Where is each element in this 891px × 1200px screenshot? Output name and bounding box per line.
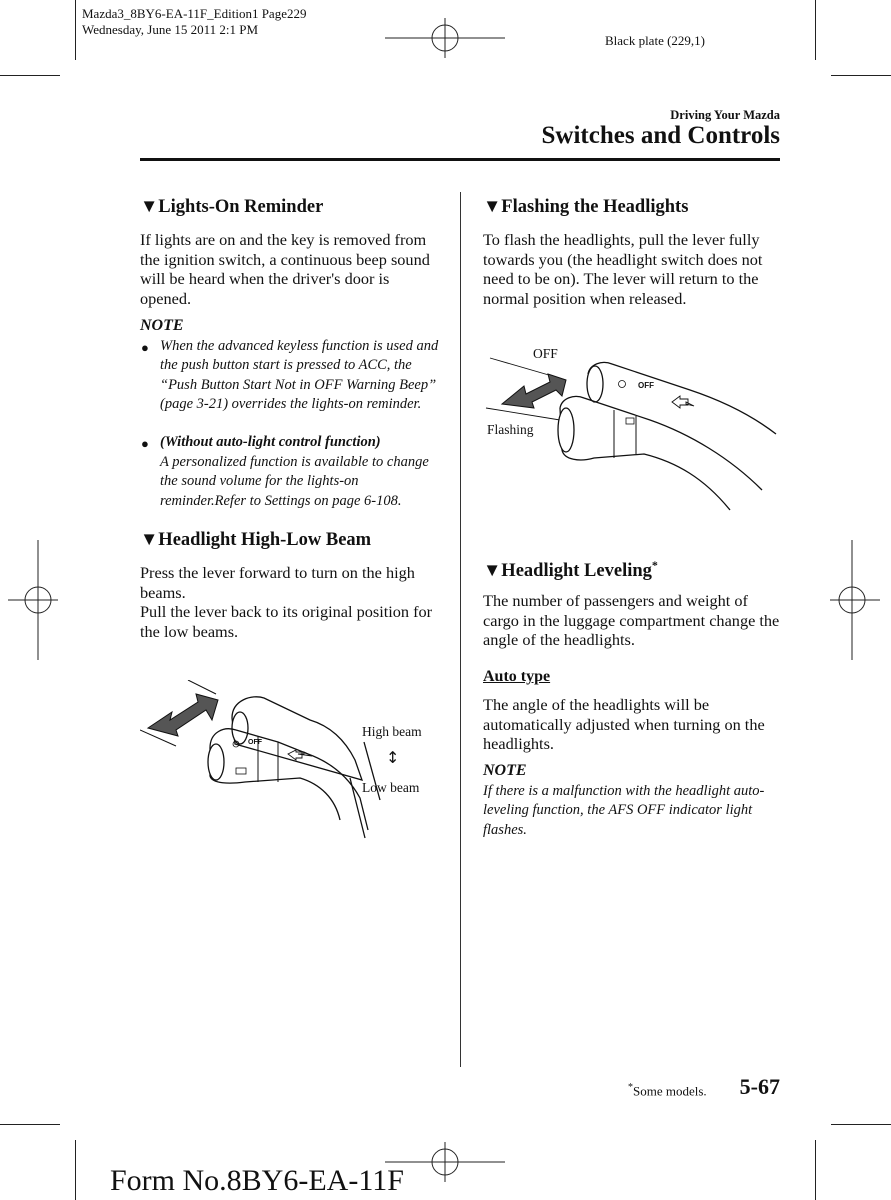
crop-mark bbox=[75, 0, 76, 60]
page-number: 5-67 bbox=[739, 1074, 780, 1099]
headlight-icon bbox=[236, 768, 246, 774]
registration-mark bbox=[385, 18, 505, 58]
crop-mark bbox=[0, 1124, 60, 1125]
pull-arrow-icon bbox=[502, 374, 566, 408]
auto-type-subheading: Auto type bbox=[483, 668, 551, 685]
crop-mark bbox=[0, 75, 60, 76]
headlight-icon bbox=[626, 418, 634, 424]
note-text: If there is a malfunction with the headlight auto-leveling function, the AFS OFF indicator light flashes. bbox=[483, 783, 765, 838]
light-icon bbox=[619, 381, 626, 388]
print-header-plate: Black plate (229,1) bbox=[605, 33, 705, 48]
chapter-title: Driving Your Mazda bbox=[670, 108, 780, 122]
asterisk-mark: * bbox=[628, 1082, 633, 1093]
note-title: NOTE bbox=[483, 762, 527, 779]
lights-on-body: If lights are on and the key is removed from the ignition switch, a continuous beep sound will be heard when the driver's door is opened. bbox=[140, 230, 430, 308]
crop-mark bbox=[75, 1140, 76, 1200]
footer-note bbox=[628, 1082, 707, 1099]
crop-mark bbox=[831, 1124, 891, 1125]
print-header-date: Wednesday, June 15 2011 2:1 PM bbox=[82, 22, 259, 37]
auto-type-body: The angle of the headlights will be automatically adjusted when turning on the headlights. bbox=[483, 695, 765, 753]
note-title: NOTE bbox=[140, 317, 184, 334]
double-arrow-icon bbox=[140, 680, 218, 746]
some-models-note: Some models. bbox=[633, 1083, 707, 1099]
lever-off-marking: OFF bbox=[248, 739, 262, 746]
form-number: Form No.8BY6-EA-11F bbox=[110, 1164, 404, 1197]
leveling-body: The number of passengers and weight of cargo in the luggage compartment change the angle of the headlights. bbox=[483, 591, 780, 649]
label-flashing: Flashing bbox=[487, 422, 534, 437]
crop-mark bbox=[815, 0, 816, 60]
note-item-heading: (Without auto-light control function) bbox=[160, 434, 381, 450]
flashing-body: To flash the headlights, pull the lever fully towards you (the headlight switch does not need to be on). The lever will return to the normal position when released. bbox=[483, 230, 763, 308]
print-header-file: Mazda3_8BY6-EA-11F_Edition1 Page229 bbox=[82, 6, 307, 21]
note-item: When the advanced keyless function is used and the push button start is pressed to ACC, the “Push Button Start Not in OFF Warning Beep” (page 3-21) overrides the lights-on reminder. bbox=[160, 338, 439, 413]
high-low-heading: ▼Headlight High-Low Beam bbox=[140, 530, 372, 550]
section-title: Switches and Controls bbox=[541, 122, 780, 149]
flashing-heading: ▼Flashing the Headlights bbox=[483, 197, 689, 217]
crop-mark bbox=[831, 75, 891, 76]
label-low-beam: Low beam bbox=[362, 780, 420, 795]
label-off: OFF bbox=[533, 346, 558, 361]
registration-mark bbox=[830, 540, 880, 660]
label-high-beam: High beam bbox=[362, 724, 422, 739]
bullet: ● bbox=[141, 436, 149, 451]
lever-off-marking: OFF bbox=[638, 381, 654, 390]
note-item: A personalized function is available to change the sound volume for the lights-on reminder.Refer to Settings on page 6-108. bbox=[160, 454, 429, 509]
crop-mark bbox=[815, 1140, 816, 1200]
beam-arrow-icon: ↕ bbox=[386, 748, 400, 767]
leveling-heading-text: ▼Headlight Leveling bbox=[483, 561, 652, 582]
header-rule bbox=[140, 158, 780, 161]
asterisk-mark: * bbox=[651, 558, 658, 572]
column-divider bbox=[460, 192, 461, 1067]
lights-on-heading: ▼Lights-On Reminder bbox=[140, 197, 324, 217]
registration-mark bbox=[8, 540, 58, 660]
leveling-heading bbox=[483, 558, 658, 582]
high-low-body: Press the lever forward to turn on the high beams. Pull the lever back to its original position for the low beams. bbox=[140, 563, 433, 641]
bullet: ● bbox=[141, 340, 149, 355]
